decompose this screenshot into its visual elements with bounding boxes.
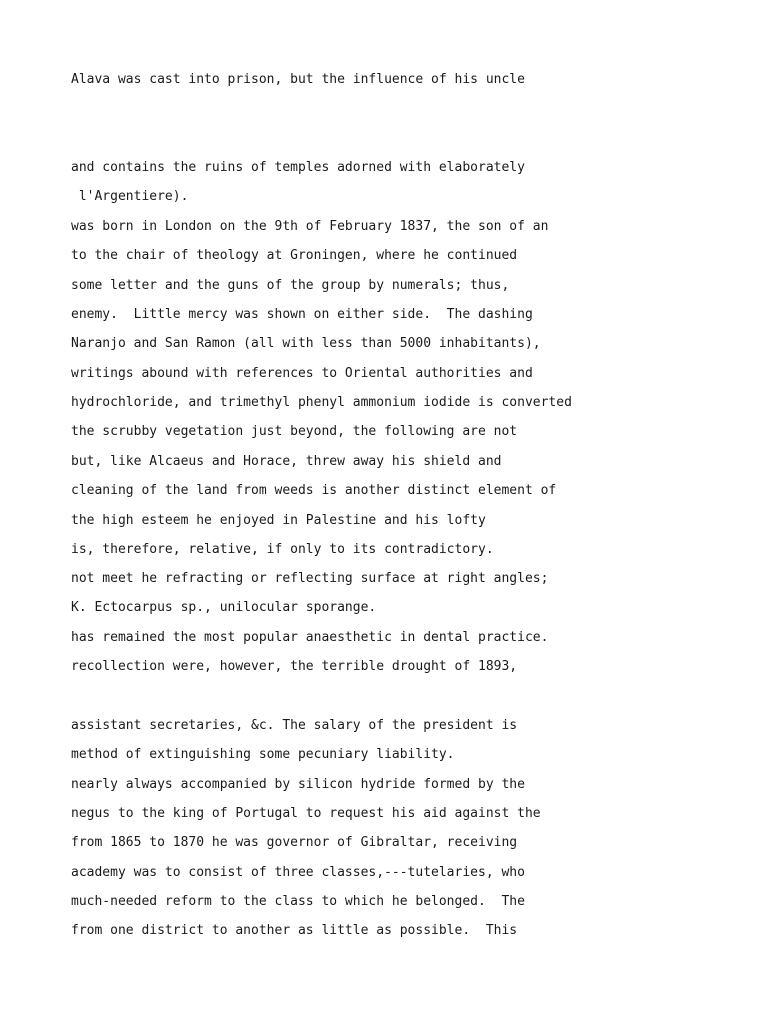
text-line: academy was to consist of three classes,---tutelaries, who	[71, 865, 525, 880]
text-line: the scrubby vegetation just beyond, the following are not	[71, 424, 518, 439]
text-line: recollection were, however, the terrible drought of 1893,	[71, 659, 518, 674]
text-line: to the chair of theology at Groningen, where he continued	[71, 248, 518, 263]
text-line: the high esteem he enjoyed in Palestine and his lofty	[71, 513, 486, 528]
text-line: was born in London on the 9th of February 1837, the son of an	[71, 219, 549, 234]
text-line: some letter and the guns of the group by numerals; thus,	[71, 278, 510, 293]
text-line: has remained the most popular anaesthetic in dental practice.	[71, 630, 549, 645]
text-line: Naranjo and San Ramon (all with less than 5000 inhabitants),	[71, 336, 541, 351]
text-line: from 1865 to 1870 he was governor of Gibraltar, receiving	[71, 835, 518, 850]
text-line: hydrochloride, and trimethyl phenyl ammonium iodide is converted	[71, 395, 572, 410]
text-line: method of extinguishing some pecuniary liability.	[71, 747, 455, 762]
text-line: from one district to another as little as possible. This	[71, 923, 518, 938]
text-line: assistant secretaries, &c. The salary of the president is	[71, 718, 518, 733]
text-line: much-needed reform to the class to which he belonged. The	[71, 894, 525, 909]
text-line: cleaning of the land from weeds is another distinct element of	[71, 483, 557, 498]
text-line: negus to the king of Portugal to request his aid against the	[71, 806, 541, 821]
text-line: Alava was cast into prison, but the influence of his uncle	[71, 72, 525, 87]
text-line: enemy. Little mercy was shown on either side. The dashing	[71, 307, 533, 322]
text-line: l'Argentiere).	[71, 189, 189, 204]
text-line: and contains the ruins of temples adorned with elaborately	[71, 160, 525, 175]
text-line: but, like Alcaeus and Horace, threw away his shield and	[71, 454, 502, 469]
text-line: not meet he refracting or reflecting surface at right angles;	[71, 571, 549, 586]
text-line: K. Ectocarpus sp., unilocular sporange.	[71, 600, 377, 615]
text-line: is, therefore, relative, if only to its contradictory.	[71, 542, 494, 557]
text-line: writings abound with references to Oriental authorities and	[71, 366, 533, 381]
text-line: nearly always accompanied by silicon hydride formed by the	[71, 777, 525, 792]
